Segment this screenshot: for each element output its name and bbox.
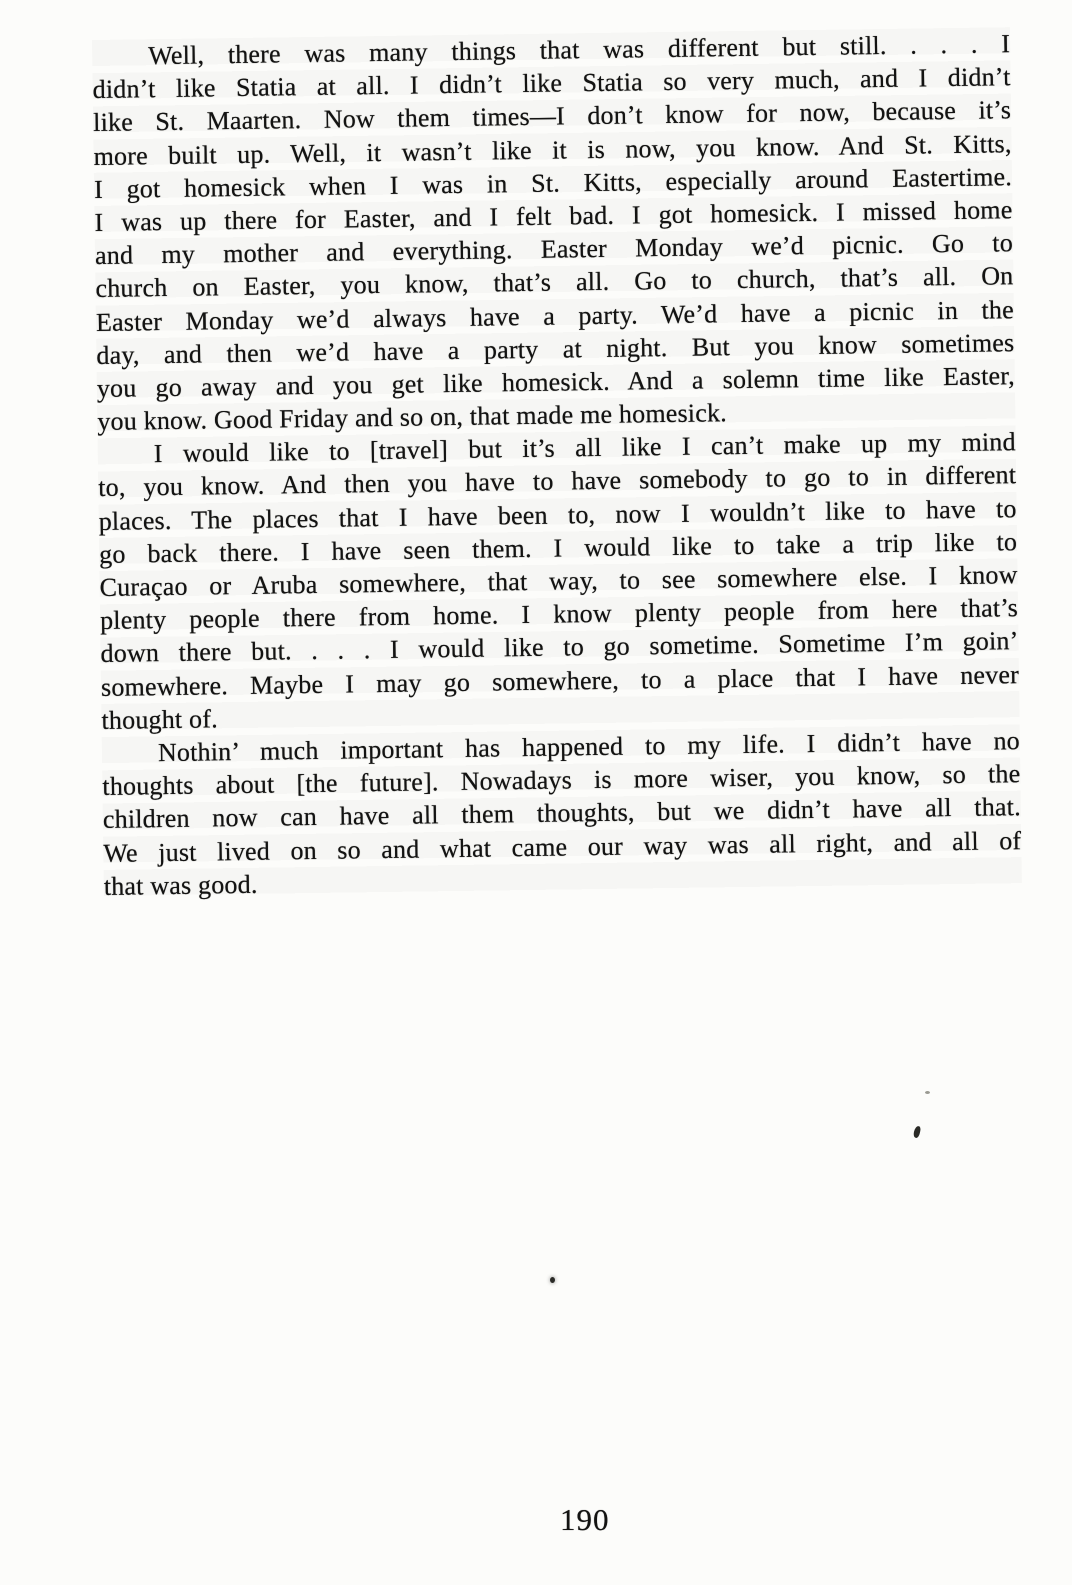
text-line: you go away and you get like homesick. And a solemn time like Easter, (96, 361, 1015, 403)
text-line: to, you know. And then you have to have somebody to go to in different (98, 460, 1017, 503)
text-line: more built up. Well, it wasn’t like it is now, you know. And St. Kitts, (93, 128, 1012, 171)
text-line: children now can have all them thoughts, but we didn’t have all that. (102, 792, 1022, 835)
text-line: day, and then we’d have a party at night. But you know sometimes (96, 327, 1015, 370)
scan-speck (913, 1126, 921, 1139)
scan-speck (550, 1277, 555, 1283)
text-line: like St. Maarten. Now them times—I don’t know for now, because it’s (92, 95, 1012, 138)
text-line: church on Easter, you know, that’s all. Go to church, that’s all. On (95, 261, 1014, 304)
text-line: Curaçao or Aruba somewhere, that way, to see somewhere else. I know (99, 560, 1018, 602)
text-line: you know. Good Friday and so on, that made me homesick. (97, 398, 728, 437)
text-line: Nothin’ much important has happened to my life. I didn’t have no (157, 726, 1021, 768)
text-line: go back there. I have seen them. I would like to take a trip like to (98, 526, 1018, 569)
text-line: Easter Monday we’d always have a party. We’d have a picnic in the (95, 294, 1015, 337)
text-line: I was up there for Easter, and I felt bad. I got homesick. I missed home (94, 195, 1013, 237)
text-line: Well, there was many things that was different but still. . . . I (148, 29, 1011, 71)
text-line: that was good. (103, 869, 258, 901)
text-line: I got homesick when I was in St. Kitts, especially around Eastertime. (93, 161, 1013, 204)
paragraph (92, 27, 1015, 438)
text-line: down there but. . . . I would like to go sometime. Sometime I’m goin’ (100, 626, 1019, 669)
page-number: 190 (560, 1502, 610, 1537)
text-line: plenty people there from home. I know plenty people from here that’s (99, 593, 1019, 636)
scan-speck (925, 1091, 930, 1094)
text-line: somewhere. Maybe I may go somewhere, to a place that I have never (100, 659, 1020, 702)
paragraph (98, 425, 1020, 736)
text-line: thought of. (101, 704, 219, 735)
text-line: We just lived on so and what came our way was all right, and all of (103, 825, 1022, 868)
text-line: places. The places that I have been to, now I wouldn’t like to have to (98, 493, 1017, 536)
text-line: didn’t like Statia at all. I didn’t like Statia so very much, and I didn’t (92, 62, 1011, 105)
paragraph (102, 724, 1022, 903)
text-line: and my mother and everything. Easter Monday we’d picnic. Go to (94, 228, 1014, 271)
text-line: I would like to [travel] but it’s all like I can’t make up my mind (153, 427, 1016, 469)
text-line: thoughts about [the future]. Nowadays is more wiser, you know, so the (102, 759, 1021, 802)
page-text (92, 27, 1022, 903)
